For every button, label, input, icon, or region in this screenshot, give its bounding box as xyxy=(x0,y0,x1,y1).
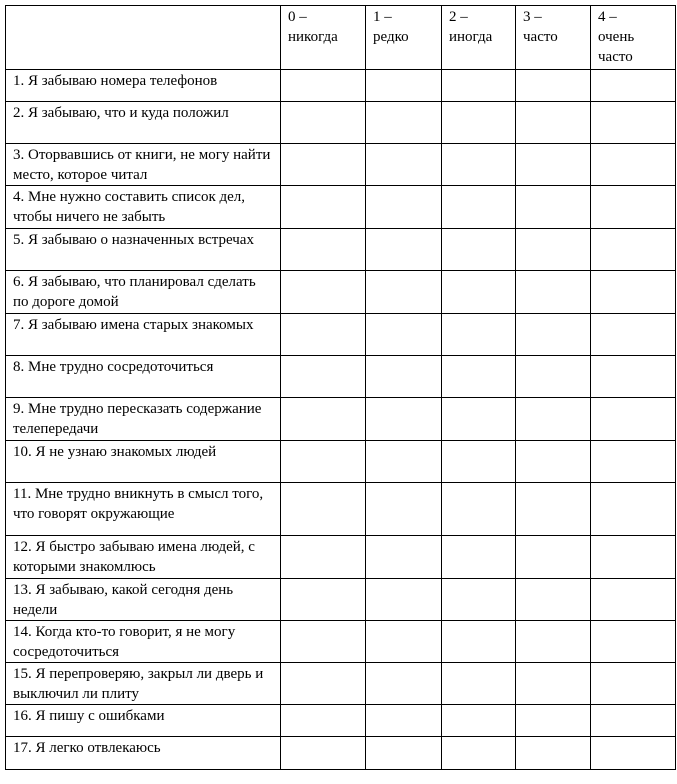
answer-cell-4[interactable] xyxy=(591,483,676,536)
memory-questionnaire-table xyxy=(5,5,676,770)
answer-cell-1[interactable] xyxy=(366,271,442,314)
answer-cell-1[interactable] xyxy=(366,102,442,144)
answer-cell-1[interactable] xyxy=(366,186,442,229)
answer-cell-1[interactable] xyxy=(366,398,442,441)
table-row xyxy=(6,102,676,144)
answer-cell-1[interactable] xyxy=(366,737,442,770)
answer-cell-3[interactable] xyxy=(516,621,591,663)
question-text: 9. Мне трудно пересказать содержание телепередачи xyxy=(6,398,281,441)
question-text: 2. Я забываю, что и куда положил xyxy=(6,102,281,144)
answer-cell-3[interactable] xyxy=(516,186,591,229)
table-row xyxy=(6,314,676,356)
answer-cell-3[interactable] xyxy=(516,737,591,770)
answer-cell-0[interactable] xyxy=(281,186,366,229)
scale-3-value: 3 – xyxy=(523,9,542,25)
answer-cell-0[interactable] xyxy=(281,271,366,314)
answer-cell-3[interactable] xyxy=(516,579,591,621)
answer-cell-3[interactable] xyxy=(516,271,591,314)
answer-cell-4[interactable] xyxy=(591,271,676,314)
question-text: 13. Я забываю, какой сегодня день недели xyxy=(6,579,281,621)
answer-cell-4[interactable] xyxy=(591,356,676,398)
answer-cell-4[interactable] xyxy=(591,229,676,271)
answer-cell-1[interactable] xyxy=(366,229,442,271)
answer-cell-0[interactable] xyxy=(281,536,366,579)
answer-cell-3[interactable] xyxy=(516,705,591,737)
table-row xyxy=(6,70,676,102)
answer-cell-2[interactable] xyxy=(442,579,516,621)
question-text: 5. Я забываю о назначенных встречах xyxy=(6,229,281,271)
question-text: 17. Я легко отвлекаюсь xyxy=(6,737,281,770)
answer-cell-0[interactable] xyxy=(281,579,366,621)
answer-cell-4[interactable] xyxy=(591,663,676,705)
question-text: 14. Когда кто-то говорит, я не могу сосредоточиться xyxy=(6,621,281,663)
answer-cell-2[interactable] xyxy=(442,356,516,398)
answer-cell-3[interactable] xyxy=(516,483,591,536)
answer-cell-1[interactable] xyxy=(366,621,442,663)
answer-cell-4[interactable] xyxy=(591,621,676,663)
answer-cell-0[interactable] xyxy=(281,737,366,770)
answer-cell-3[interactable] xyxy=(516,314,591,356)
answer-cell-2[interactable] xyxy=(442,186,516,229)
table-row xyxy=(6,186,676,229)
answer-cell-4[interactable] xyxy=(591,705,676,737)
answer-cell-1[interactable] xyxy=(366,314,442,356)
answer-cell-2[interactable] xyxy=(442,621,516,663)
answer-cell-4[interactable] xyxy=(591,186,676,229)
scale-1-label: редко xyxy=(373,29,409,45)
question-text: 7. Я забываю имена старых знакомых xyxy=(6,314,281,356)
table-row xyxy=(6,441,676,483)
header-scale-2 xyxy=(442,6,516,70)
answer-cell-2[interactable] xyxy=(442,705,516,737)
answer-cell-4[interactable] xyxy=(591,441,676,483)
answer-cell-4[interactable] xyxy=(591,579,676,621)
answer-cell-2[interactable] xyxy=(442,102,516,144)
answer-cell-3[interactable] xyxy=(516,663,591,705)
answer-cell-3[interactable] xyxy=(516,536,591,579)
answer-cell-2[interactable] xyxy=(442,441,516,483)
answer-cell-3[interactable] xyxy=(516,70,591,102)
answer-cell-4[interactable] xyxy=(591,70,676,102)
scale-2-label: иногда xyxy=(449,29,493,45)
answer-cell-4[interactable] xyxy=(591,536,676,579)
answer-cell-3[interactable] xyxy=(516,398,591,441)
scale-0-value: 0 – xyxy=(288,9,307,25)
table-row xyxy=(6,483,676,536)
table-row xyxy=(6,705,676,737)
answer-cell-2[interactable] xyxy=(442,663,516,705)
answer-cell-0[interactable] xyxy=(281,663,366,705)
scale-2-value: 2 – xyxy=(449,9,468,25)
table-row xyxy=(6,229,676,271)
question-text: 11. Мне трудно вникнуть в смысл того, что говорят окружающие xyxy=(6,483,281,536)
question-text: 16. Я пишу с ошибками xyxy=(6,705,281,737)
answer-cell-3[interactable] xyxy=(516,356,591,398)
scale-1-value: 1 – xyxy=(373,9,392,25)
answer-cell-0[interactable] xyxy=(281,398,366,441)
answer-cell-1[interactable] xyxy=(366,356,442,398)
table-row xyxy=(6,737,676,770)
table-row xyxy=(6,579,676,621)
answer-cell-1[interactable] xyxy=(366,441,442,483)
answer-cell-2[interactable] xyxy=(442,144,516,186)
answer-cell-0[interactable] xyxy=(281,441,366,483)
answer-cell-2[interactable] xyxy=(442,398,516,441)
table-row xyxy=(6,621,676,663)
table-row xyxy=(6,271,676,314)
answer-cell-1[interactable] xyxy=(366,144,442,186)
answer-cell-1[interactable] xyxy=(366,536,442,579)
question-text: 3. Оторвавшись от книги, не могу найти место, которое читал xyxy=(6,144,281,186)
answer-cell-0[interactable] xyxy=(281,70,366,102)
answer-cell-2[interactable] xyxy=(442,737,516,770)
answer-cell-1[interactable] xyxy=(366,579,442,621)
answer-cell-4[interactable] xyxy=(591,144,676,186)
answer-cell-0[interactable] xyxy=(281,102,366,144)
answer-cell-4[interactable] xyxy=(591,314,676,356)
answer-cell-1[interactable] xyxy=(366,483,442,536)
question-text: 6. Я забываю, что планировал сделать по дороге домой xyxy=(6,271,281,314)
answer-cell-1[interactable] xyxy=(366,705,442,737)
scale-0-label: никогда xyxy=(288,29,338,45)
scale-4-label: очень часто xyxy=(598,29,635,65)
header-scale-4 xyxy=(591,6,676,70)
table-row xyxy=(6,536,676,579)
header-scale-1 xyxy=(366,6,442,70)
answer-cell-3[interactable] xyxy=(516,229,591,271)
answer-cell-1[interactable] xyxy=(366,70,442,102)
scale-4-value: 4 – xyxy=(598,9,617,25)
answer-cell-0[interactable] xyxy=(281,483,366,536)
answer-cell-0[interactable] xyxy=(281,314,366,356)
answer-cell-2[interactable] xyxy=(442,314,516,356)
answer-cell-4[interactable] xyxy=(591,737,676,770)
table-row xyxy=(6,663,676,705)
question-text: 1. Я забываю номера телефонов xyxy=(6,70,281,102)
answer-cell-0[interactable] xyxy=(281,144,366,186)
answer-cell-0[interactable] xyxy=(281,356,366,398)
table-row xyxy=(6,398,676,441)
answer-cell-3[interactable] xyxy=(516,144,591,186)
answer-cell-2[interactable] xyxy=(442,70,516,102)
question-text: 15. Я перепроверяю, закрыл ли дверь и выключил ли плиту xyxy=(6,663,281,705)
answer-cell-2[interactable] xyxy=(442,271,516,314)
table-row xyxy=(6,356,676,398)
answer-cell-4[interactable] xyxy=(591,102,676,144)
answer-cell-2[interactable] xyxy=(442,229,516,271)
header-row xyxy=(6,6,676,70)
table-row xyxy=(6,144,676,186)
header-empty-cell xyxy=(6,6,281,70)
answer-cell-2[interactable] xyxy=(442,536,516,579)
header-scale-0 xyxy=(281,6,366,70)
answer-cell-3[interactable] xyxy=(516,441,591,483)
header-scale-3 xyxy=(516,6,591,70)
question-text: 12. Я быстро забываю имена людей, с которыми знакомлюсь xyxy=(6,536,281,579)
answer-cell-4[interactable] xyxy=(591,398,676,441)
scale-3-label: часто xyxy=(523,29,558,45)
answer-cell-1[interactable] xyxy=(366,663,442,705)
question-text: 10. Я не узнаю знакомых людей xyxy=(6,441,281,483)
answer-cell-0[interactable] xyxy=(281,621,366,663)
answer-cell-2[interactable] xyxy=(442,483,516,536)
answer-cell-0[interactable] xyxy=(281,705,366,737)
question-text: 8. Мне трудно сосредоточиться xyxy=(6,356,281,398)
answer-cell-3[interactable] xyxy=(516,102,591,144)
answer-cell-0[interactable] xyxy=(281,229,366,271)
question-text: 4. Мне нужно составить список дел, чтобы ничего не забыть xyxy=(6,186,281,229)
